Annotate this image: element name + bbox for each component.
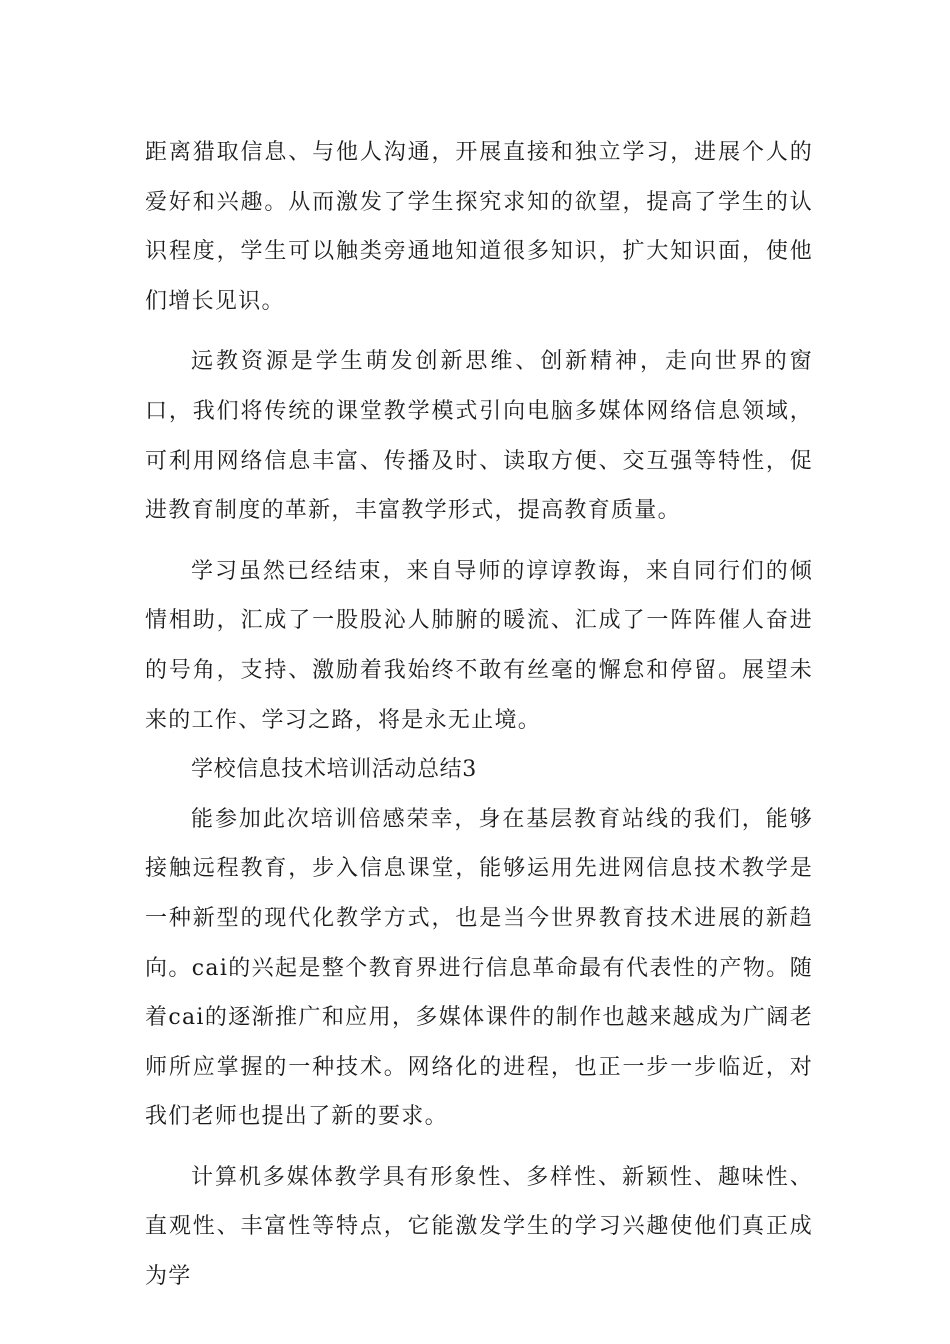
paragraph-continuation: 距离猎取信息、与他人沟通，开展直接和独立学习，进展个人的爱好和兴趣。从而激发了学生探究求知的欲望，提高了学生的认识程度，学生可以触类旁通地知道很多知识，扩大知识面，使他们增长见识。 xyxy=(145,140,813,314)
section-heading: 学校信息技术培训活动总结3 xyxy=(191,757,477,783)
document-body xyxy=(145,128,813,1302)
paragraph-remote-education: 远教资源是学生萌发创新思维、创新精神，走向世界的窗口，我们将传统的课堂教学模式引向电脑多媒体网络信息领域，可利用网络信息丰富、传播及时、读取方便、交互强等特性，促进教育制度的革新，丰富教学形式，提高教育质量。 xyxy=(145,349,813,524)
paragraph-learning-ended: 学习虽然已经结束，来自导师的谆谆教诲，来自同行们的倾情相助，汇成了一股股沁人肺腑的暖流、汇成了一阵阵催人奋进的号角，支持、激励着我始终不敢有丝毫的懈怠和停留。展望未来的工作、学习之路，将是永无止境。 xyxy=(145,558,813,733)
paragraph-training-honor: 能参加此次培训倍感荣幸，身在基层教育站线的我们，能够接触远程教育，步入信息课堂，能够运用先进网信息技术教学是一种新型的现代化教学方式，也是当今世界教育技术进展的新趋向。cai的兴起是整个教育界进行信息革命最有代表性的产物。随着cai的逐渐推广和应用，多媒体课件的制作也越来越成为广阔老师所应掌握的一种技术。网络化的进程，也正一步一步临近，对我们老师也提出了新的要求。 xyxy=(145,806,813,1130)
paragraph-multimedia-teaching: 计算机多媒体教学具有形象性、多样性、新颖性、趣味性、直观性、丰富性等特点，它能激发学生的学习兴趣使他们真正成为学 xyxy=(145,1164,813,1290)
